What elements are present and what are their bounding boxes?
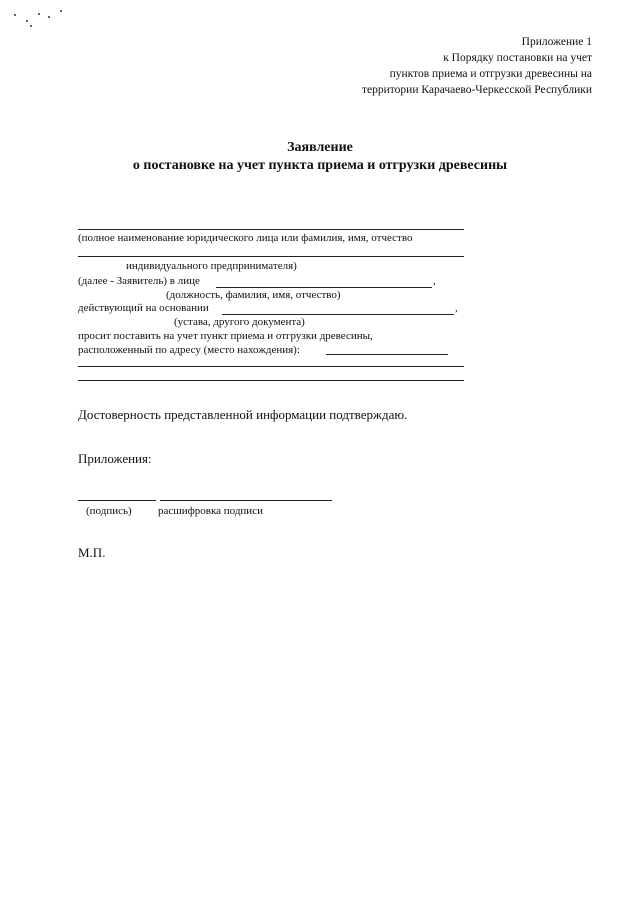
appendix-header bbox=[362, 34, 592, 98]
applicant-field-line[interactable] bbox=[216, 287, 432, 288]
basis-field-line[interactable] bbox=[222, 314, 454, 315]
applicant-end-comma: , bbox=[433, 275, 436, 287]
appendix-line-1: Приложение 1 bbox=[521, 36, 592, 48]
document-subtitle: о постановке на учет пункта приема и отгрузки древесины bbox=[132, 158, 508, 173]
basis-label: действующий на основании bbox=[78, 302, 209, 314]
appendix-line-2: к Порядку постановки на учет bbox=[443, 52, 592, 64]
attachments-label: Приложения: bbox=[78, 451, 152, 466]
address-field-line-2[interactable] bbox=[78, 366, 464, 367]
caption-fullname: (полное наименование юридического лица или фамилия, имя, отчество bbox=[78, 232, 413, 244]
applicant-label: (далее - Заявитель) в лице bbox=[78, 275, 200, 287]
stamp-place-label: М.П. bbox=[78, 545, 106, 560]
address-field-line-3[interactable] bbox=[78, 380, 464, 381]
signature-decoding-field-line[interactable] bbox=[160, 500, 332, 501]
confirmation-text: Достоверность представленной информации подтверждаю. bbox=[78, 407, 408, 422]
appendix-line-4: территории Карачаево-Черкесской Республики bbox=[362, 84, 592, 96]
address-label: расположенный по адресу (место нахождения): bbox=[78, 344, 300, 356]
basis-end-comma: , bbox=[455, 302, 458, 314]
caption-charter: (устава, другого документа) bbox=[174, 316, 305, 328]
caption-ip: индивидуального предпринимателя) bbox=[126, 260, 297, 272]
signature-field-line[interactable] bbox=[78, 500, 156, 501]
caption-signature: (подпись) bbox=[86, 505, 132, 517]
caption-decoding: расшифровка подписи bbox=[158, 505, 263, 517]
fullname-field-line[interactable] bbox=[78, 229, 464, 230]
request-text: просит поставить на учет пункт приема и отгрузки древесины, bbox=[78, 330, 373, 342]
document-title: Заявление bbox=[287, 140, 353, 155]
fullname-field-line-2[interactable] bbox=[78, 256, 464, 257]
address-field-line[interactable] bbox=[326, 354, 448, 355]
caption-position: (должность, фамилия, имя, отчество) bbox=[166, 289, 341, 301]
appendix-line-3: пунктов приема и отгрузки древесины на bbox=[389, 68, 592, 80]
